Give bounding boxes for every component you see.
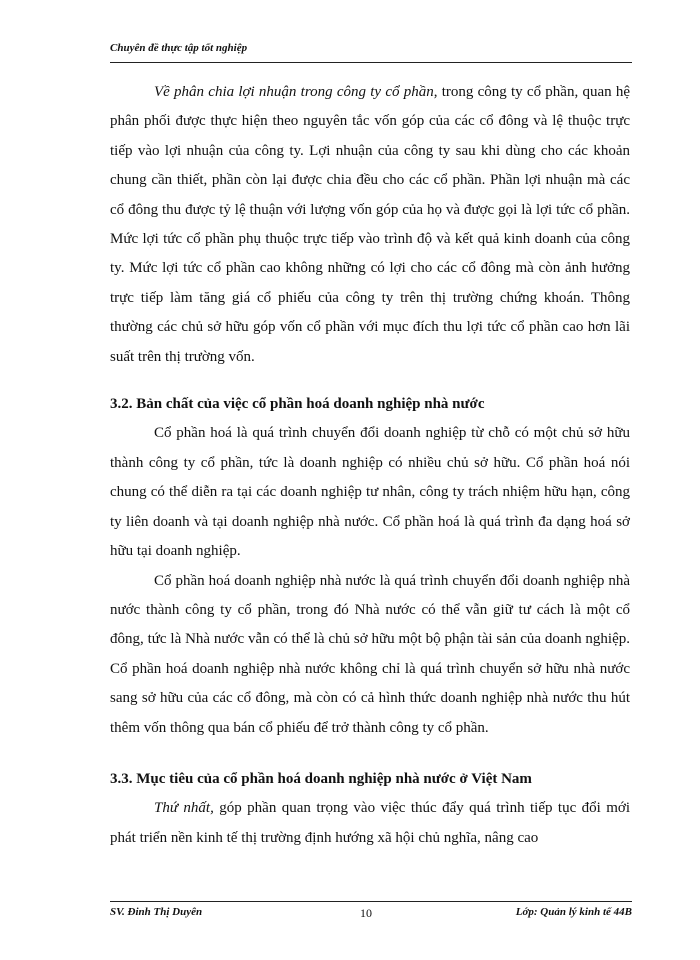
section-heading-3-2: 3.2. Bản chất của việc cổ phần hoá doanh nghiệp nhà nước (110, 396, 485, 413)
footer-author: SV. Đinh Thị Duyên (110, 906, 203, 918)
paragraph-soe-equitization: Cổ phần hoá doanh nghiệp nhà nước là quá trình chuyển đổi doanh nghiệp nhà nước thành công ty cổ phần, trong đó Nhà nước có thể vẫn giữ tư cách là một cổ đông, tức là Nhà nước vẫn có thể là chủ sở hữu một bộ phận tài sản của doanh nghiệp. Cổ phần hoá doanh nghiệp nhà nước không chỉ là quá trình chuyển sở hữu nhà nước sang sở hữu của các cổ đông, mà còn có cả hình thức doanh nghiệp nhà nước thu hút thêm vốn thông qua bán cổ phiếu để trở thành công ty cổ phần. (110, 572, 630, 736)
paragraph-lead-italic: Về phân chia lợi nhuận trong công ty cổ phần (154, 84, 434, 100)
page-header (110, 40, 632, 63)
document-body (110, 78, 630, 853)
paragraph-text: góp phần quan trọng vào việc thúc đẩy quá trình tiếp tục đổi mới phát triển nền kinh tế thị trường định hướng xã hội chủ nghĩa, nâng cao (110, 800, 630, 846)
page-footer (110, 901, 632, 924)
section-heading-3-3: 3.3. Mục tiêu của cổ phần hoá doanh nghiệp nhà nước ở Việt Nam (110, 770, 532, 787)
header-title: Chuyên đề thực tập tốt nghiệp (110, 42, 248, 54)
paragraph-profit-distribution (110, 78, 630, 372)
paragraph-first-objective (110, 794, 630, 853)
paragraph-text: , trong công ty cổ phần, quan hệ phân phối được thực hiện theo nguyên tắc vốn góp của các cổ đông và lệ thuộc trực tiếp vào lợi nhuận của công ty. Lợi nhuận của công ty sau khi dùng cho các khoản chung cần thiết, phần còn lại được chia đều cho các cổ phần. Phần lợi nhuận mà các cổ đông thu được tỷ lệ thuận với lượng vốn góp của họ và được gọi là lợi tức cổ phần. Mức lợi tức cổ phần phụ thuộc trực tiếp vào trình độ và kết quả kinh doanh của công ty. Mức lợi tức cổ phần cao không những có lợi cho các cổ đông mà còn ảnh hưởng trực tiếp làm tăng giá cổ phiếu của công ty trên thị trường chứng khoán. Thông thường các chủ sở hữu góp vốn cổ phần với mục đích thu lợi tức cổ phần cao hơn lãi suất trên thị trường vốn. (110, 84, 630, 365)
page-number: 10 (360, 906, 372, 920)
paragraph-lead-italic: Thứ nhất, (154, 800, 214, 817)
footer-class: Lớp: Quản lý kinh tế 44B (515, 906, 632, 918)
paragraph-equitization-definition: Cổ phần hoá là quá trình chuyển đổi doanh nghiệp từ chỗ có một chủ sở hữu thành công ty cổ phần, tức là doanh nghiệp có nhiều chủ sở hữu. Cổ phần hoá nói chung có thể diễn ra tại các doanh nghiệp tư nhân, công ty trách nhiệm hữu hạn, công ty liên doanh và tại doanh nghiệp nhà nước. Cổ phần hoá là quá trình đa dạng hoá sở hữu tại doanh nghiệp. (110, 425, 630, 560)
